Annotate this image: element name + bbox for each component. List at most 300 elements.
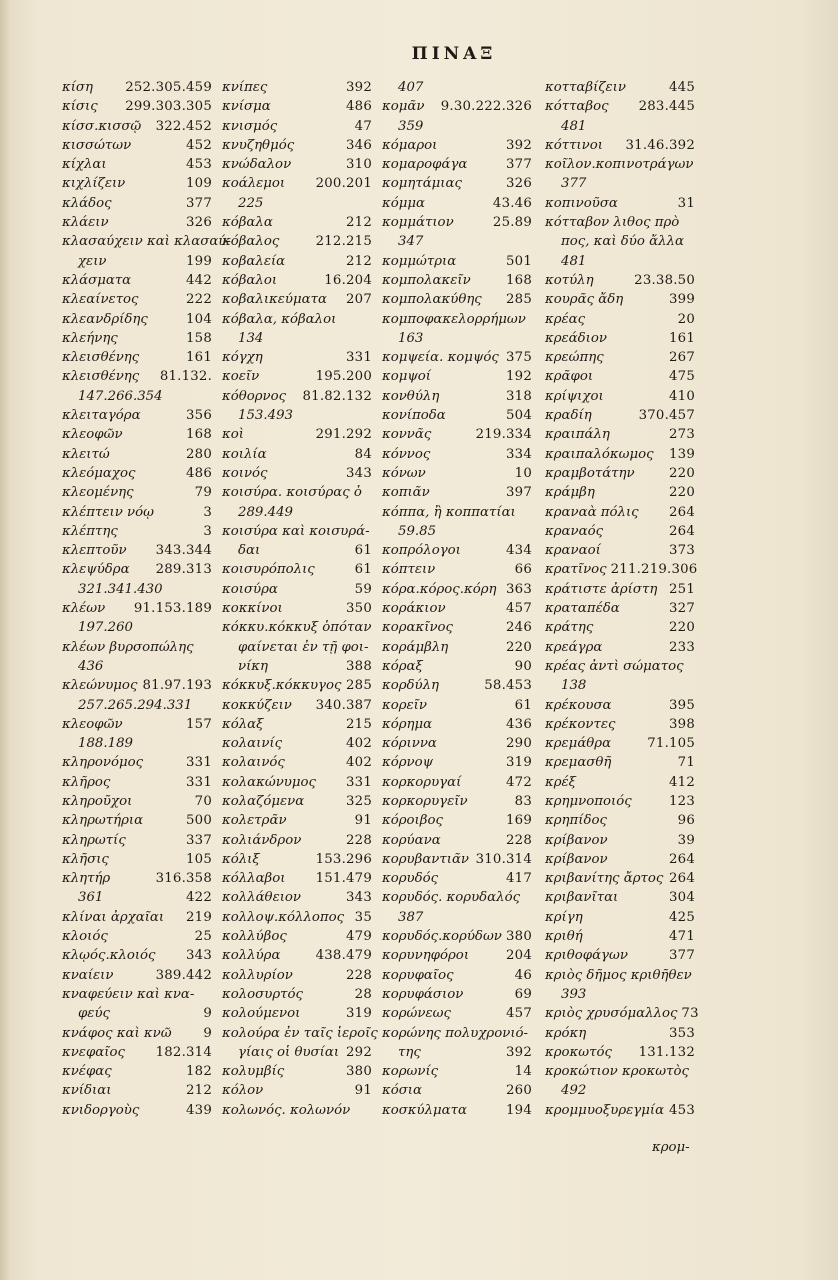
entry-headword: κρέας ἀντὶ σώματος [545, 658, 684, 674]
entry-headword: κλεήνης [62, 330, 118, 346]
index-entry [62, 1043, 212, 1062]
entry-page-refs: 161 [186, 350, 212, 366]
entry-page-refs: 9 [203, 1006, 212, 1022]
entry-headword: κοννᾶς [382, 427, 432, 443]
entry-headword: κόριννα [382, 736, 437, 752]
index-entry [545, 985, 695, 1004]
entry-page-refs: 439 [186, 1102, 212, 1118]
entry-page-refs: 168 [186, 427, 212, 443]
entry-headword: 59.85 [398, 523, 437, 539]
entry-page-refs: 319 [506, 755, 532, 771]
entry-headword: κλεομένης [62, 485, 134, 501]
entry-page-refs: 438.479 [315, 948, 372, 964]
entry-page-refs: 16.204 [324, 272, 372, 288]
entry-headword: κραμβοτάτην [545, 465, 635, 481]
index-entry [222, 1081, 372, 1100]
entry-headword: κρατῖνος [545, 562, 607, 578]
entry-headword: κληρωτήρια [62, 813, 144, 829]
index-entry [62, 773, 212, 792]
index-entry [222, 966, 372, 985]
entry-headword: κριβανῖται [545, 890, 619, 906]
entry-headword: κοισύρα καὶ κοισυρά- [222, 523, 370, 539]
entry-page-refs: 25.89 [492, 215, 532, 231]
entry-page-refs: 14 [514, 1064, 532, 1080]
entry-headword: 393 [561, 986, 587, 1002]
entry-page-refs: 500 [186, 813, 212, 829]
index-entry [545, 908, 695, 927]
entry-headword: 481 [561, 118, 587, 134]
entry-headword: κνάφος καὶ κνῶ [62, 1025, 172, 1041]
index-entry [545, 1043, 695, 1062]
entry-headword: 436 [78, 658, 104, 674]
index-entry [382, 599, 532, 618]
index-entry [222, 483, 372, 502]
index-entry [545, 580, 695, 599]
page-gutter-shadow [0, 0, 10, 1280]
index-entry [62, 869, 212, 888]
entry-page-refs: 79 [194, 485, 212, 501]
entry-page-refs: 58.453 [484, 678, 532, 694]
entry-page-refs: 39 [677, 832, 695, 848]
entry-headword: κόσια [382, 1083, 422, 1099]
entry-page-refs: 84 [354, 446, 372, 462]
entry-headword: κράτης [545, 620, 594, 636]
index-entry [382, 773, 532, 792]
entry-headword: κράμβη [545, 485, 595, 501]
entry-headword: κοπρόλογοι [382, 543, 461, 559]
entry-headword: κόλιξ [222, 851, 260, 867]
entry-headword: κορωνίς [382, 1064, 439, 1080]
index-entry [545, 927, 695, 946]
index-entry [62, 406, 212, 425]
entry-page-refs: 425 [669, 909, 695, 925]
index-entry [545, 310, 695, 329]
entry-page-refs: 326 [506, 176, 532, 192]
index-entry [222, 580, 372, 599]
entry-page-refs: 153.296 [315, 851, 372, 867]
index-entry [222, 657, 372, 676]
entry-headword: κισσώτων [62, 137, 132, 153]
entry-headword: κοσκύλματα [382, 1102, 467, 1118]
entry-headword: δαι [238, 543, 261, 559]
index-entry [62, 927, 212, 946]
index-entry [545, 155, 695, 174]
entry-headword: κόραξ [382, 658, 423, 674]
index-entry [545, 1101, 695, 1120]
entry-headword: κρομμυοξυρεγμία [545, 1102, 665, 1118]
index-entry [382, 1101, 532, 1120]
entry-headword: κρεάγρα [545, 639, 603, 655]
entry-page-refs: 380 [506, 929, 532, 945]
index-entry [62, 97, 212, 116]
index-entry [62, 676, 212, 695]
entry-headword: κομᾶν [382, 99, 425, 115]
entry-page-refs: 417 [506, 871, 532, 887]
entry-page-refs: 3 [203, 523, 212, 539]
entry-page-refs: 73 [681, 1006, 699, 1022]
entry-page-refs: 219 [186, 909, 212, 925]
entry-page-refs: 200.201 [315, 176, 372, 192]
entry-page-refs: 316.358 [155, 871, 212, 887]
entry-headword: κριθοφάγων [545, 948, 628, 964]
entry-headword: κνίπες [222, 80, 268, 95]
entry-headword: κολαζόμενα [222, 793, 305, 809]
index-entry [382, 1024, 532, 1043]
entry-page-refs: 69 [514, 986, 532, 1002]
entry-headword: κλῆσις [62, 851, 109, 867]
index-entry [62, 831, 212, 850]
entry-headword: κνίδιαι [62, 1083, 112, 1099]
index-entry [545, 734, 695, 753]
index-entry [382, 541, 532, 560]
index-entry [62, 696, 212, 715]
entry-page-refs: 212.215 [315, 234, 372, 250]
index-entry [222, 503, 372, 522]
index-entry [222, 869, 372, 888]
entry-page-refs: 453 [669, 1102, 695, 1118]
index-entry [382, 213, 532, 232]
index-entry [222, 946, 372, 965]
index-entry [382, 1081, 532, 1100]
index-entry [62, 503, 212, 522]
entry-headword: κόρημα [382, 716, 433, 732]
index-entry [62, 715, 212, 734]
index-entry [382, 792, 532, 811]
entry-page-refs: 422 [186, 890, 212, 906]
entry-page-refs: 212 [186, 1083, 212, 1099]
index-entry [545, 1004, 699, 1023]
index-entry [382, 715, 532, 734]
entry-page-refs: 211.219.306 [610, 562, 698, 578]
entry-page-refs: 436 [506, 716, 532, 732]
entry-page-refs: 66 [514, 562, 532, 578]
index-entry [222, 155, 372, 174]
entry-headword: κονθύλη [382, 388, 440, 404]
entry-headword: κριὸς χρυσόμαλλος [545, 1006, 678, 1022]
entry-headword: κοὶ [222, 427, 244, 443]
entry-page-refs: 331 [186, 755, 212, 771]
entry-headword: κονίποδα [382, 408, 446, 424]
entry-headword: κορυβαντιᾶν [382, 851, 470, 867]
entry-page-refs: 457 [506, 601, 532, 617]
entry-headword: κρηπίδος [545, 813, 607, 829]
index-entry [382, 348, 532, 367]
entry-headword: κορυδός [382, 871, 439, 887]
index-entry [545, 1062, 695, 1081]
index-entry [382, 734, 532, 753]
entry-headword: κόροιβος [382, 813, 443, 829]
entry-page-refs: 310 [346, 157, 372, 173]
entry-headword: κλεόμαχος [62, 465, 136, 481]
index-entry [545, 232, 695, 251]
entry-headword: κόπτειν [382, 562, 436, 578]
entry-headword: κρᾶφοι [545, 369, 594, 385]
entry-headword: κράτιστε ἀρίστη [545, 581, 658, 597]
entry-headword: κλῳός.κλοιός [62, 948, 156, 964]
index-entry [222, 908, 372, 927]
index-entry [545, 599, 695, 618]
entry-headword: κοβαλεία [222, 253, 286, 269]
entry-headword: 138 [561, 678, 587, 694]
index-entry [382, 387, 532, 406]
index-entry [62, 792, 212, 811]
entry-headword: κοβαλικεύματα [222, 292, 327, 308]
index-entry [545, 213, 695, 232]
index-entry [382, 174, 532, 193]
index-entry [545, 522, 695, 541]
entry-headword: κόκκυξ.κόκκυγος [222, 678, 342, 694]
entry-headword: κορυδός.κορύδων [382, 929, 502, 945]
index-entry [62, 310, 212, 329]
entry-page-refs: 267 [669, 350, 695, 366]
entry-headword: κορκορυγαί [382, 774, 462, 790]
entry-page-refs: 71 [677, 755, 695, 771]
entry-headword: πος, καὶ δύο ἄλλα [561, 234, 684, 250]
entry-headword: κοκκύζειν [222, 697, 292, 713]
index-entry [382, 97, 532, 116]
entry-page-refs: 402 [346, 736, 372, 752]
entry-page-refs: 280 [186, 446, 212, 462]
entry-page-refs: 273 [669, 427, 695, 443]
entry-headword: κόμμα [382, 195, 425, 211]
index-entry [222, 618, 372, 637]
entry-headword: 225 [238, 195, 264, 211]
entry-page-refs: 380 [346, 1064, 372, 1080]
index-entry [222, 387, 372, 406]
entry-headword: κίσσ.κισσῷ [62, 118, 142, 134]
entry-headword: κολούρα ἐν ταῖς ἱεροῖς [222, 1025, 378, 1041]
entry-page-refs: 207 [346, 292, 372, 308]
entry-headword: κληρονόμος [62, 755, 144, 771]
entry-headword: κουρᾶς ἄδη [545, 292, 624, 308]
entry-headword: κόττινοι [545, 137, 603, 153]
index-entry [382, 503, 532, 522]
index-entry [62, 213, 212, 232]
index-entry [545, 483, 695, 502]
entry-page-refs: 96 [677, 813, 695, 829]
entry-headword: κλεισθένης [62, 369, 140, 385]
entry-page-refs: 123 [669, 793, 695, 809]
entry-page-refs: 47 [354, 118, 372, 134]
index-entry [222, 734, 372, 753]
entry-headword: κραταπέδα [545, 601, 620, 617]
entry-page-refs: 194 [506, 1102, 532, 1118]
entry-page-refs: 157 [186, 716, 212, 732]
index-entry [222, 78, 372, 97]
entry-page-refs: 343 [346, 890, 372, 906]
index-entry [222, 560, 372, 579]
entry-page-refs: 318 [506, 388, 532, 404]
index-entry [222, 464, 372, 483]
entry-headword: κολαινός [222, 755, 285, 771]
index-entry [545, 348, 695, 367]
entry-headword: κριὸς δῆμος κριθῆθεν [545, 967, 692, 983]
entry-headword: γίαις οἱ θυσίαι [238, 1044, 340, 1060]
index-entry [382, 927, 532, 946]
entry-headword: κορύανα [382, 832, 441, 848]
entry-headword: κλῆρος [62, 774, 111, 790]
entry-page-refs: 23.38.50 [634, 272, 695, 288]
entry-page-refs: 109 [186, 176, 212, 192]
index-entry [62, 946, 212, 965]
entry-headword: κλειτώ [62, 446, 110, 462]
index-entry [62, 483, 212, 502]
entry-page-refs: 81.82.132 [302, 388, 372, 404]
entry-page-refs: 195.200 [315, 369, 372, 385]
entry-headword: 377 [561, 176, 587, 192]
index-entry [382, 232, 532, 251]
index-entry [222, 985, 372, 1004]
entry-headword: κνώδαλον [222, 157, 292, 173]
index-entry [382, 310, 532, 329]
index-entry [62, 290, 212, 309]
index-entry [545, 773, 695, 792]
entry-headword: κόκκυ.κόκκυξ ὁπόταν [222, 620, 372, 636]
index-entry [382, 811, 532, 830]
index-entry [545, 387, 695, 406]
entry-headword: κροκώτιον κροκωτὸς [545, 1064, 689, 1080]
index-entry [382, 618, 532, 637]
entry-page-refs: 220 [506, 639, 532, 655]
entry-headword: κοπιᾶν [382, 485, 430, 501]
index-entry [382, 78, 532, 97]
entry-page-refs: 322.452 [155, 118, 212, 134]
entry-page-refs: 228 [346, 967, 372, 983]
entry-headword: κομψοί [382, 369, 432, 385]
entry-headword: κναφεύειν καὶ κνα- [62, 986, 195, 1002]
entry-page-refs: 25 [194, 929, 212, 945]
entry-headword: κοκκίνοι [222, 601, 283, 617]
index-entry [545, 117, 695, 136]
entry-page-refs: 264 [669, 523, 695, 539]
index-entry [382, 329, 532, 348]
entry-headword: κομμάτιον [382, 215, 454, 231]
entry-page-refs: 228 [506, 832, 532, 848]
entry-page-refs: 346 [346, 137, 372, 153]
entry-page-refs: 399 [669, 292, 695, 308]
entry-headword: κροκωτός [545, 1044, 612, 1060]
entry-page-refs: 91 [354, 813, 372, 829]
entry-page-refs: 61 [514, 697, 532, 713]
index-entry [382, 136, 532, 155]
entry-page-refs: 325 [346, 793, 372, 809]
index-entry [62, 811, 212, 830]
entry-headword: 481 [561, 253, 587, 269]
index-entry [222, 773, 372, 792]
entry-headword: κλίναι ἀρχαῖαι [62, 909, 165, 925]
entry-page-refs: 445 [669, 80, 695, 95]
entry-page-refs: 199 [186, 253, 212, 269]
entry-headword: 188.189 [78, 736, 133, 752]
entry-page-refs: 452 [186, 137, 212, 153]
index-entry [382, 1043, 532, 1062]
index-entry [62, 541, 212, 560]
entry-page-refs: 220 [669, 485, 695, 501]
index-entry [545, 811, 695, 830]
index-entry [62, 638, 212, 657]
entry-page-refs: 370.457 [638, 408, 695, 424]
entry-headword: κόβαλα, κόβαλοι [222, 311, 337, 327]
entry-page-refs: 31 [677, 195, 695, 211]
index-entry [222, 831, 372, 850]
entry-page-refs: 453 [186, 157, 212, 173]
index-entry [62, 966, 212, 985]
entry-page-refs: 356 [186, 408, 212, 424]
entry-headword: κορεῖν [382, 697, 427, 713]
entry-page-refs: 331 [346, 350, 372, 366]
entry-headword: κλεανδρίδης [62, 311, 148, 327]
entry-headword: κοισυρόπολις [222, 562, 315, 578]
entry-headword: κρίγη [545, 909, 583, 925]
entry-page-refs: 327 [669, 601, 695, 617]
index-entry [222, 888, 372, 907]
entry-page-refs: 251 [669, 581, 695, 597]
entry-headword: κολυμβίς [222, 1064, 285, 1080]
entry-page-refs: 264 [669, 851, 695, 867]
entry-page-refs: 168 [506, 272, 532, 288]
entry-headword: κόλαξ [222, 716, 264, 732]
index-entry [222, 1101, 372, 1120]
entry-page-refs: 340.387 [315, 697, 372, 713]
index-entry [222, 715, 372, 734]
entry-headword: κολλοψ.κόλλοπος [222, 909, 345, 925]
entry-headword: κομπολακεῖν [382, 272, 471, 288]
entry-page-refs: 43.46 [492, 195, 532, 211]
entry-headword: κοράκιον [382, 601, 446, 617]
entry-page-refs: 31.46.392 [625, 137, 695, 153]
entry-page-refs: 192 [506, 369, 532, 385]
entry-page-refs: 91 [354, 1083, 372, 1099]
entry-page-refs: 70 [194, 793, 212, 809]
index-entry [222, 252, 372, 271]
entry-page-refs: 246 [506, 620, 532, 636]
index-entry [62, 271, 212, 290]
index-entry [382, 464, 532, 483]
entry-headword: κνιδοργοὺς [62, 1102, 140, 1118]
entry-page-refs: 283.445 [638, 99, 695, 115]
index-entry [62, 1062, 212, 1081]
index-entry [545, 78, 695, 97]
entry-headword: κόννος [382, 446, 431, 462]
index-entry [382, 483, 532, 502]
index-entry [222, 1062, 372, 1081]
entry-page-refs: 486 [186, 465, 212, 481]
index-entry [382, 1004, 532, 1023]
entry-headword: κρέκοντες [545, 716, 616, 732]
entry-page-refs: 169 [506, 813, 532, 829]
entry-page-refs: 395 [669, 697, 695, 713]
entry-headword: κοπινοῦσα [545, 195, 618, 211]
entry-headword: κολλάθειον [222, 890, 302, 906]
entry-page-refs: 392 [506, 1044, 532, 1060]
entry-headword: κρέκουσα [545, 697, 612, 713]
index-entry [62, 908, 212, 927]
index-entry [62, 888, 212, 907]
index-entry [545, 252, 695, 271]
entry-headword: κορυνηφόροι [382, 948, 470, 964]
index-entry [382, 560, 532, 579]
entry-headword: κληρωτίς [62, 832, 126, 848]
index-entry [382, 406, 532, 425]
entry-page-refs: 20 [677, 311, 695, 327]
entry-headword: κόβαλος [222, 234, 280, 250]
entry-headword: 197.260 [78, 620, 133, 636]
entry-headword: κότταβος [545, 99, 609, 115]
entry-headword: κλοιός [62, 929, 108, 945]
entry-page-refs: 91.153.189 [133, 601, 212, 617]
index-entry [62, 445, 212, 464]
entry-headword: κόνων [382, 465, 426, 481]
